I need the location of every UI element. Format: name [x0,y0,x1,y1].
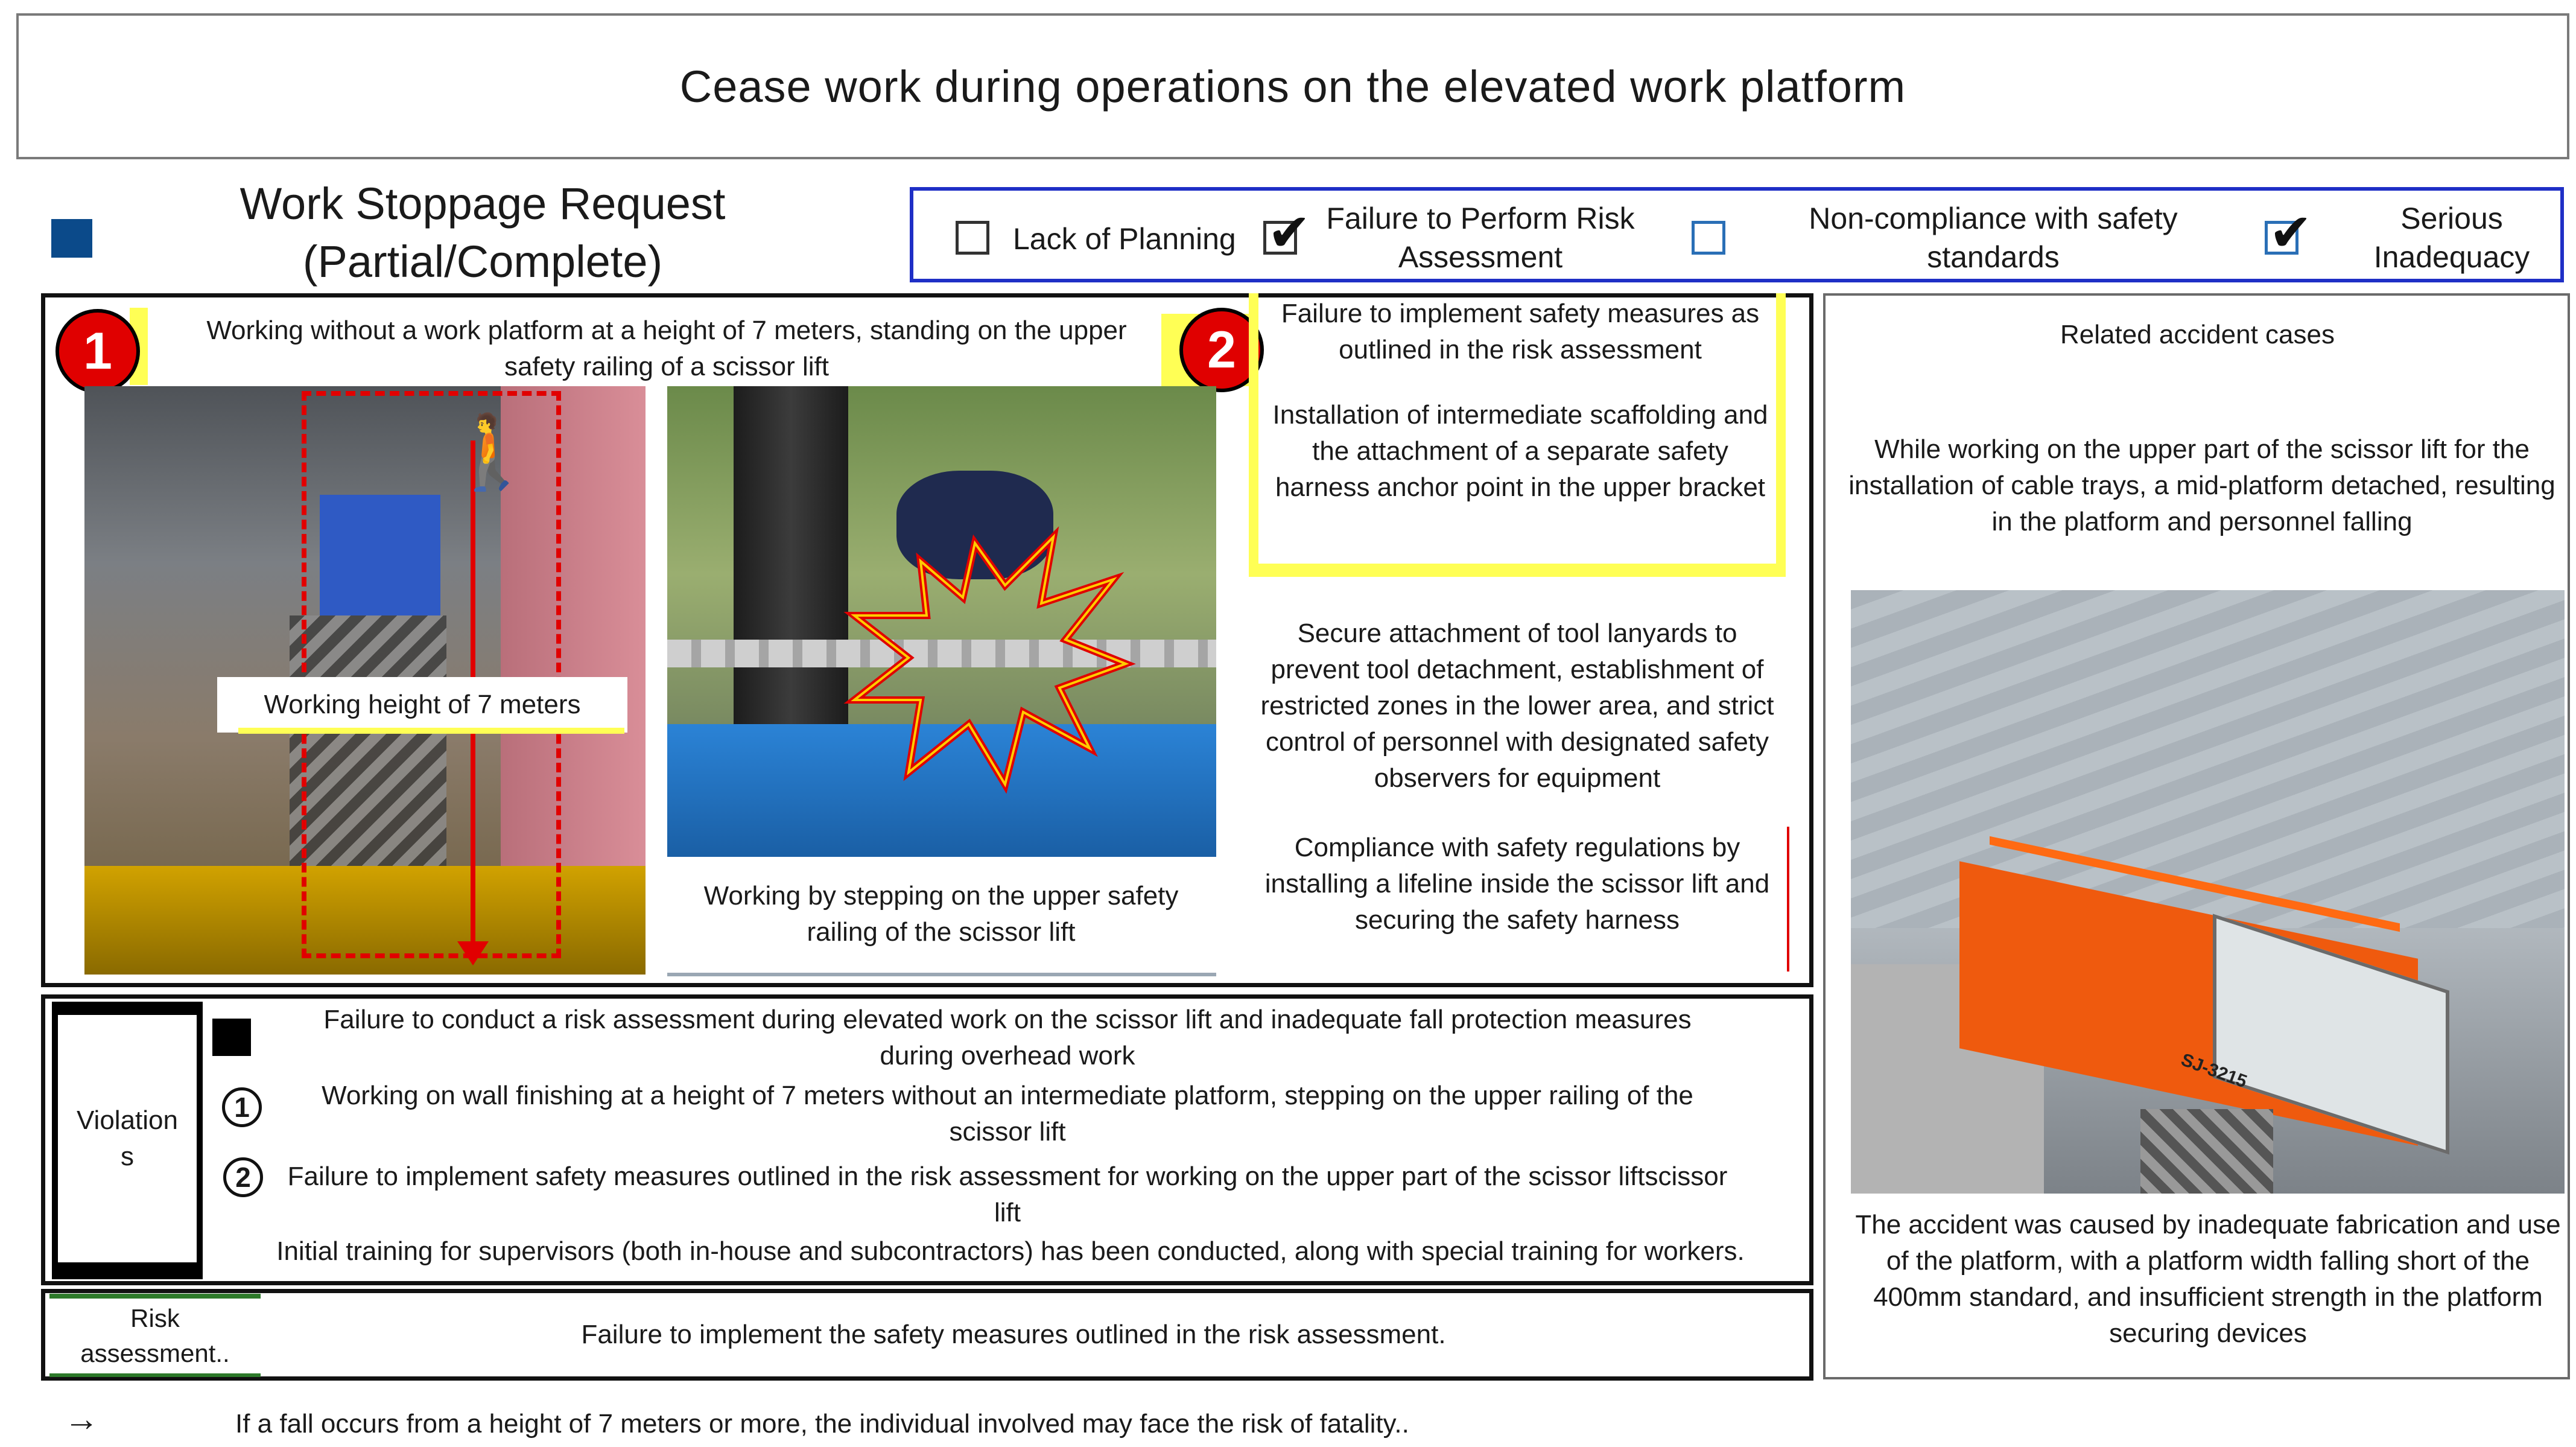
violation-item-text: Failure to conduct a risk assessment during elevated work on the scissor lift and inadequate fall protection measures during overhead work [323,1005,1692,1070]
checkbox-risk-assessment[interactable] [1263,204,1312,262]
measure-lifeline-text: Compliance with safety regulations by installing a lifeline inside the scissor lift and securing the safety harness [1264,833,1770,935]
yellow-underline [238,728,624,734]
page-title: Cease work during operations on the elevated work platform [679,61,1906,112]
related-accident-cause: The accident was caused by inadequate fabrication and use of the platform, with a platform width falling short of the 400mm standard, and insufficient strength in the platform securing devices [1855,1210,2561,1348]
black-square-bullet-icon [212,1019,251,1056]
measure-tool-lanyard-text: Secure attachment of tool lanyards to prevent tool detachment, establishment of restricted zones in the lower area, and strict control of personnel with designated safety observers for equipment [1260,619,1774,793]
case-1-badge: 1 [56,309,140,393]
violations-label: Violations [77,1105,178,1171]
work-stoppage-line-1: Work Stoppage Request [240,179,726,229]
red-marker-line [1787,827,1789,972]
case-2-caption: Working by stepping on the upper safety railing of the scissor lift [703,881,1179,947]
blue-square-marker-icon [51,219,92,258]
hazard-burst-icon [667,386,1216,857]
lift-model-sign: SJ-3215 [2178,1049,2250,1092]
green-divider-line [49,1373,261,1377]
caption-underline [667,973,1216,976]
related-accident-description: While working on the upper part of the scissor lift for the installation of cable trays, a mid-platform detached, resulting in the platform and personnel falling [1848,434,2555,536]
violation-item-text: Initial training for supervisors (both in-house and subcontractors) has been conducted, along with special training for workers. [276,1236,1745,1266]
footer-consequence-text: If a fall occurs from a height of 7 meters or more, the individual involved may face the risk of fatality.. [235,1409,1409,1439]
work-stoppage-line-2: (Partial/Complete) [302,237,663,287]
checkbox-non-compliance[interactable] [1692,221,1725,255]
risk-text: Failure to implement the safety measures outlined in the risk assessment. [581,1320,1446,1349]
title-box [16,13,2569,159]
risk-label-box [49,1294,261,1378]
worker-figure-icon: 🚶 [446,412,537,492]
related-accident-photo [1851,590,2565,1194]
violation-item-text: Working on wall finishing at a height of 7 meters without an intermediate platform, stepping on the upper railing of the scissor lift [322,1081,1693,1146]
working-height-label: Working height of 7 meters [217,677,627,733]
category-label-risk-assessment: Failure to Perform Risk Assessment [1326,202,1635,274]
violations-label-box [58,1015,197,1262]
down-arrow-icon [457,941,489,965]
case-1-caption: Working without a work platform at a height of 7 meters, standing on the upper safety railing of a scissor lift [206,316,1127,381]
category-label-serious-inadequacy: Serious Inadequacy [2373,202,2530,274]
measure-scaffolding-text: Installation of intermediate scaffolding and the attachment of a separate safety harness anchor point in the upper bracket [1272,400,1768,502]
violation-item-text: Failure to implement safety measures outlined in the risk assessment for working on the upper part of the scissor liftscissor lift [287,1162,1728,1227]
case-2-photo [667,386,1216,857]
circled-number-1-icon: 1 [222,1087,262,1127]
related-accidents-heading: Related accident cases [2060,320,2335,349]
category-checklist [910,187,2564,282]
work-stoppage-heading [181,175,784,296]
circled-number-2-icon: 2 [223,1157,263,1197]
checkbox-lack-of-planning[interactable] [956,221,989,255]
risk-label: Risk assessment.. [80,1304,230,1367]
measure-failure-text: Failure to implement safety measures as outlined in the risk assessment [1281,299,1760,364]
category-label-lack-of-planning: Lack of Planning [1013,222,1236,256]
checkmark-icon: ✔ [1267,204,1312,262]
right-arrow-icon: → [64,1399,99,1439]
checkmark-icon: ✔ [2269,204,2313,262]
case-2-badge: 2 [1179,308,1264,392]
checkbox-serious-inadequacy[interactable] [2265,204,2313,262]
category-label-non-compliance: Non-compliance with safety standards [1809,202,2178,274]
